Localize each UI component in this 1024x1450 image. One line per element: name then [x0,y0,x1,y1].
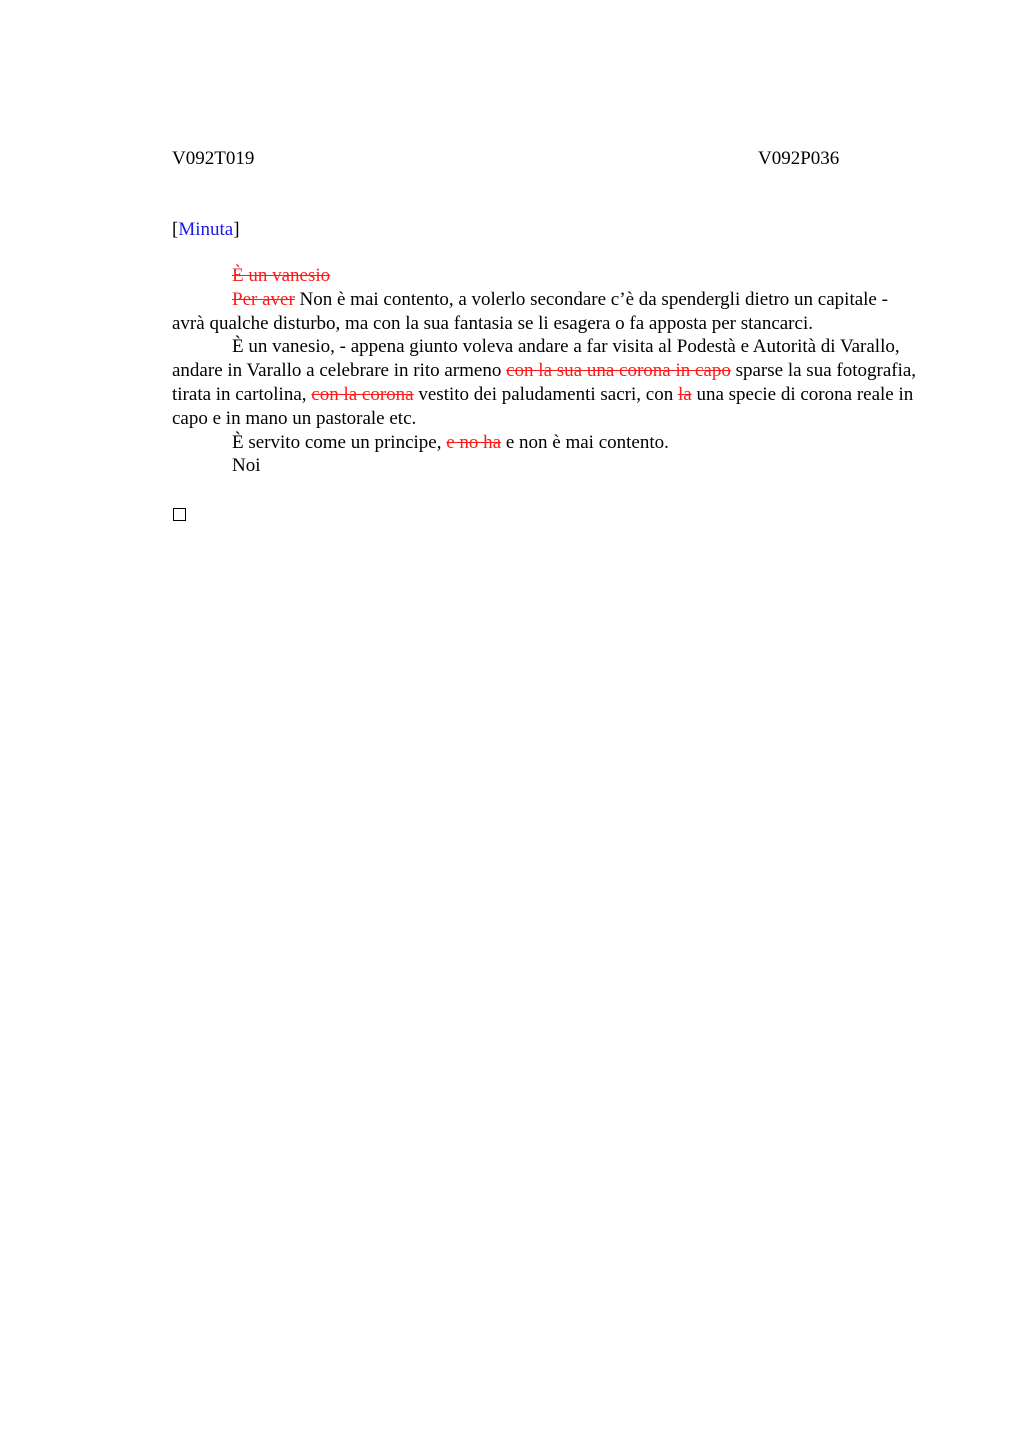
deleted-text: Per aver [232,288,295,310]
minuta-link[interactable]: Minuta [178,219,234,240]
paragraph-1 [172,264,920,288]
paragraph-4 [172,431,920,455]
minuta-close-bracket: ] [233,219,240,240]
checkbox-square-icon [173,508,186,521]
paragraph-5 [172,454,920,478]
paragraph-3 [172,335,920,430]
document-header [172,146,920,172]
minuta-label [172,217,240,243]
paragraph-text: Noi [232,455,261,477]
document-code-left: V092T019 [172,148,255,169]
document-body [172,264,920,478]
paragraph-text: vestito dei paludamenti sacri, con [413,383,678,405]
deleted-text: la [677,383,692,405]
deleted-text: È un vanesio [232,265,331,286]
deleted-text: con la corona [311,383,414,405]
paragraph-2 [172,288,920,336]
deleted-text: e no ha [446,431,502,453]
minuta-open-bracket: [ [172,219,179,240]
paragraph-text: Non è mai contento, a volerlo secondare c’è da spendergli dietro un capitale - avrà qualche disturbo, ma con la sua fantasia se li esagera o fa apposta per stancarci. [172,288,888,334]
paragraph-text: sparse la sua fotografia, tirata in cartolina, [172,360,917,405]
document-code-right: V092P036 [758,148,840,169]
paragraph-text: È servito come un principe, [232,431,447,453]
paragraph-text: una specie di corona reale in capo e in mano un pastorale etc. [172,383,914,429]
paragraph-text: È un vanesio, - appena giunto voleva andare a far visita al Podestà e Autorità di Varallo, andare in Varallo a celebrare in rito armeno [172,336,900,382]
paragraph-text: e non è mai contento. [501,431,669,453]
deleted-text: con la sua una corona in capo [506,360,731,382]
